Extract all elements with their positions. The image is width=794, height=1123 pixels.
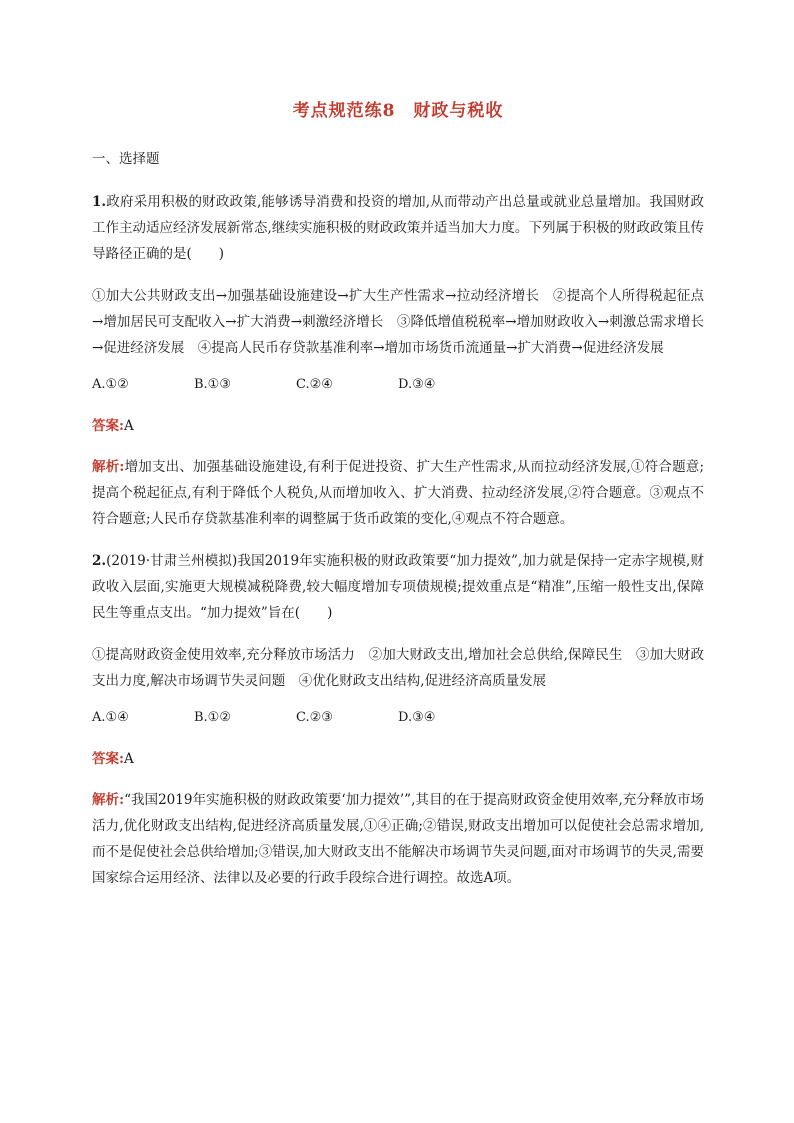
question-1-option-c: C.②④ — [296, 377, 333, 392]
question-2-options — [92, 710, 704, 725]
question-1-stem — [92, 189, 704, 267]
question-1-text: 政府采用积极的财政政策,能够诱导消费和投资的增加,从而带动产出总量或就业总量增加。我国财政工作主动适应经济发展新常态,继续实施积极的财政政策并适当加大力度。下列属于积极的财政政策且传导路径正确的是( ) — [92, 194, 704, 262]
question-2-option-c: C.②③ — [296, 710, 333, 725]
question-2-option-d: D.③④ — [398, 710, 436, 725]
question-2-number: 2. — [92, 553, 107, 569]
question-2-stem — [92, 548, 704, 626]
question-2 — [92, 548, 704, 891]
question-1-option-b: B.①③ — [194, 377, 231, 392]
question-2-text: (2019·甘肃兰州模拟)我国2019年实施积极的财政政策要“加力提效”,加力就是保持一定赤字规模,财政收入层面,实施更大规模减税降费,较大幅度增加专项债规模;提效重点是“精准”,压缩一般性支出,保障民生等重点支出。“加力提效”旨在( ) — [92, 553, 704, 621]
question-1-option-d: D.③④ — [398, 377, 436, 392]
question-1-answer-value: A — [123, 418, 134, 434]
question-2-analysis — [92, 787, 704, 891]
answer-label: 答案: — [92, 418, 124, 434]
page-title: 考点规范练8 财政与税收 — [292, 101, 504, 121]
question-2-option-b: B.①② — [194, 710, 231, 725]
question-2-answer — [92, 747, 704, 767]
answer-label: 答案: — [92, 751, 124, 767]
question-1-answer — [92, 414, 704, 434]
section-heading: 一、选择题 — [92, 151, 160, 167]
question-1-analysis — [92, 454, 704, 532]
question-1-number: 1. — [92, 194, 107, 210]
question-1-options — [92, 377, 704, 392]
question-1-option-a: A.①② — [92, 377, 129, 392]
analysis-label: 解析: — [92, 792, 125, 808]
question-1 — [92, 189, 704, 532]
document-page — [92, 96, 704, 907]
analysis-label: 解析: — [92, 459, 125, 475]
question-1-items: ①加大公共财政支出→加强基础设施建设→扩大生产性需求→拉动经济增长 ②提高个人所得税起征点→增加居民可支配收入→扩大消费→刺激经济增长 ③降低增值税税率→增加财政收入→刺激总需求增长→促进经济发展 ④提高人民币存贷款基准利率→增加市场货币流通量→扩大消费→促进经济发展 — [92, 288, 704, 356]
question-2-analysis-text: “我国2019年实施积极的财政政策要‘加力提效’”,其目的在于提高财政资金使用效率,充分释放市场活力,优化财政支出结构,促进经济高质量发展,①④正确;②错误,财政支出增加可以促使社会总需求增加,而不是促使社会总供给增加;③错误,加大财政支出不能解决市场调节失灵问题,面对市场调节的失灵,需要国家综合运用经济、法律以及必要的行政手段综合进行调控。故选A项。 — [92, 792, 704, 886]
question-2-items: ①提高财政资金使用效率,充分释放市场活力 ②加大财政支出,增加社会总供给,保障民生 ③加大财政支出力度,解决市场调节失灵问题 ④优化财政支出结构,促进经济高质量发展 — [92, 647, 704, 689]
question-1-analysis-text: 增加支出、加强基础设施建设,有利于促进投资、扩大生产性需求,从而拉动经济发展,①符合题意;提高个税起征点,有利于降低个人税负,从而增加收入、扩大消费、拉动经济发展,②符合题意。③观点不符合题意;人民币存贷款基准利率的调整属于货币政策的变化,④观点不符合题意。 — [92, 459, 705, 527]
question-2-option-a: A.①④ — [92, 710, 129, 725]
question-2-answer-value: A — [123, 751, 134, 767]
